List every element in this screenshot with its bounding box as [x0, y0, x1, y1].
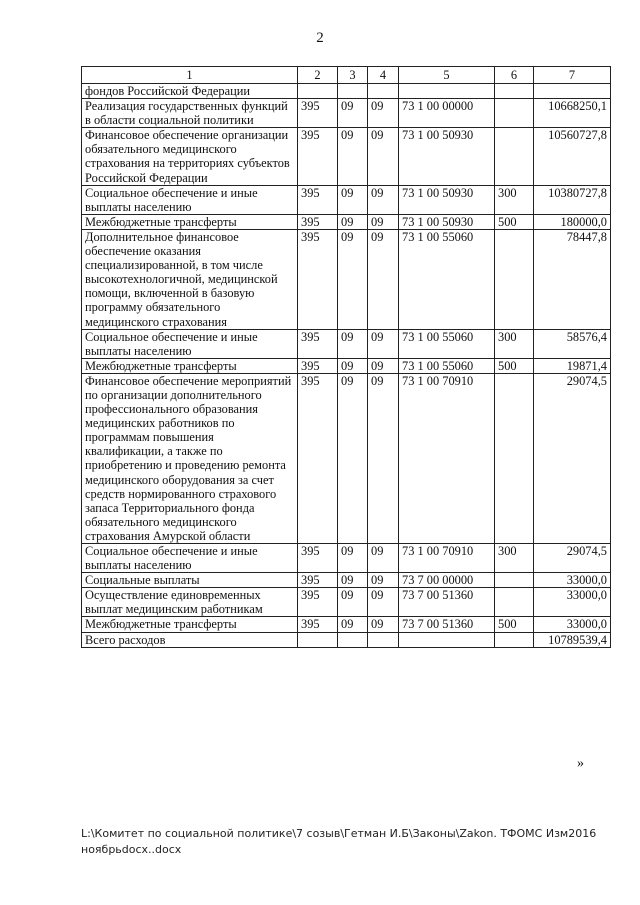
row-expense-type-code: 300 [495, 329, 534, 358]
row-expense-type-code: 300 [495, 185, 534, 214]
row-subsection-code: 09 [368, 128, 399, 185]
row-target-article-code: 73 1 00 70910 [399, 544, 495, 573]
row-subsection-code: 09 [368, 358, 399, 373]
row-target-article-code: 73 1 00 50930 [399, 185, 495, 214]
column-header-2: 2 [298, 67, 338, 84]
row-name: фондов Российской Федерации [82, 84, 298, 99]
row-name: Осуществление единовременных выплат медицинским работникам [82, 588, 298, 617]
row-subsection-code: 09 [368, 373, 399, 543]
row-target-article-code: 73 1 00 50930 [399, 128, 495, 185]
row-expense-type-code [495, 84, 534, 99]
row-section-code: 09 [338, 544, 368, 573]
row-target-article-code: 73 1 00 55060 [399, 329, 495, 358]
row-admin-code: 395 [298, 214, 338, 229]
row-subsection-code: 09 [368, 544, 399, 573]
row-amount: 58576,4 [534, 329, 611, 358]
row-section-code: 09 [338, 617, 368, 632]
row-admin-code: 395 [298, 617, 338, 632]
column-header-6: 6 [495, 67, 534, 84]
row-target-article-code: 73 7 00 00000 [399, 573, 495, 588]
row-name: Социальное обеспечение и иные выплаты населению [82, 185, 298, 214]
table-row [82, 617, 611, 632]
row-subsection-code: 09 [368, 185, 399, 214]
table-row [82, 588, 611, 617]
file-path-line-2: ноябрьdocx..docx [81, 843, 182, 856]
row-target-article-code [399, 84, 495, 99]
row-expense-type-code [495, 373, 534, 543]
row-expense-type-code [495, 632, 534, 647]
row-name: Всего расходов [82, 632, 298, 647]
row-section-code: 09 [338, 214, 368, 229]
row-name: Финансовое обеспечение организации обязательного медицинского страхования на территориях субъектов Российской Федерации [82, 128, 298, 185]
file-path-footer [81, 826, 601, 858]
row-admin-code: 395 [298, 329, 338, 358]
row-subsection-code: 09 [368, 329, 399, 358]
row-section-code: 09 [338, 229, 368, 329]
table-row [82, 573, 611, 588]
row-target-article-code: 73 1 00 50930 [399, 214, 495, 229]
row-name: Межбюджетные трансферты [82, 358, 298, 373]
row-target-article-code: 73 1 00 55060 [399, 229, 495, 329]
row-admin-code: 395 [298, 185, 338, 214]
row-expense-type-code: 500 [495, 214, 534, 229]
row-subsection-code: 09 [368, 573, 399, 588]
row-admin-code [298, 84, 338, 99]
row-expense-type-code [495, 588, 534, 617]
header-row [82, 67, 611, 84]
row-subsection-code [368, 632, 399, 647]
row-admin-code: 395 [298, 99, 338, 128]
row-subsection-code: 09 [368, 99, 399, 128]
row-admin-code: 395 [298, 128, 338, 185]
row-amount: 33000,0 [534, 573, 611, 588]
row-section-code: 09 [338, 573, 368, 588]
row-subsection-code: 09 [368, 214, 399, 229]
row-amount: 29074,5 [534, 373, 611, 543]
row-section-code [338, 84, 368, 99]
table-row [82, 229, 611, 329]
row-name: Социальные выплаты [82, 573, 298, 588]
row-name: Финансовое обеспечение мероприятий по организации дополнительного профессионального образования медицинских работников по программам повышения квалификации, а также по приобретению и проведению ремонта медицинского оборудования за счет средств нормированного страхового запаса Территориального фонда обязательного медицинского страхования Амурской области [82, 373, 298, 543]
table-row [82, 128, 611, 185]
row-expense-type-code: 500 [495, 617, 534, 632]
table-row [82, 329, 611, 358]
row-admin-code [298, 632, 338, 647]
table-row [82, 99, 611, 128]
row-name: Социальное обеспечение и иные выплаты населению [82, 329, 298, 358]
table-row [82, 632, 611, 647]
row-subsection-code [368, 84, 399, 99]
table-row [82, 84, 611, 99]
column-header-1: 1 [82, 67, 298, 84]
row-amount: 10789539,4 [534, 632, 611, 647]
column-header-7: 7 [534, 67, 611, 84]
table-row [82, 185, 611, 214]
row-target-article-code: 73 7 00 51360 [399, 588, 495, 617]
row-section-code: 09 [338, 373, 368, 543]
row-target-article-code: 73 7 00 51360 [399, 617, 495, 632]
row-target-article-code: 73 1 00 00000 [399, 99, 495, 128]
table-body [82, 84, 611, 648]
row-amount: 29074,5 [534, 544, 611, 573]
row-section-code: 09 [338, 99, 368, 128]
row-amount: 10668250,1 [534, 99, 611, 128]
row-section-code: 09 [338, 128, 368, 185]
row-expense-type-code: 500 [495, 358, 534, 373]
row-target-article-code: 73 1 00 70910 [399, 373, 495, 543]
row-expense-type-code [495, 128, 534, 185]
row-subsection-code: 09 [368, 588, 399, 617]
row-admin-code: 395 [298, 229, 338, 329]
row-admin-code: 395 [298, 573, 338, 588]
column-header-5: 5 [399, 67, 495, 84]
table-row [82, 373, 611, 543]
row-admin-code: 395 [298, 588, 338, 617]
column-header-4: 4 [368, 67, 399, 84]
expenditure-table [81, 66, 611, 648]
row-admin-code: 395 [298, 358, 338, 373]
row-amount [534, 84, 611, 99]
row-section-code [338, 632, 368, 647]
row-expense-type-code [495, 573, 534, 588]
row-name: Дополнительное финансовое обеспечение оказания специализированной, в том числе высокотехнологичной, медицинской помощи, включенной в базовую программу обязательного медицинского страхования [82, 229, 298, 329]
row-section-code: 09 [338, 358, 368, 373]
row-subsection-code: 09 [368, 617, 399, 632]
row-amount: 78447,8 [534, 229, 611, 329]
row-name: Реализация государственных функций в области социальной политики [82, 99, 298, 128]
row-name: Межбюджетные трансферты [82, 214, 298, 229]
row-expense-type-code [495, 229, 534, 329]
row-section-code: 09 [338, 588, 368, 617]
row-amount: 33000,0 [534, 617, 611, 632]
row-admin-code: 395 [298, 373, 338, 543]
row-section-code: 09 [338, 185, 368, 214]
row-amount: 19871,4 [534, 358, 611, 373]
row-target-article-code [399, 632, 495, 647]
row-expense-type-code: 300 [495, 544, 534, 573]
table-row [82, 214, 611, 229]
column-header-3: 3 [338, 67, 368, 84]
row-section-code: 09 [338, 329, 368, 358]
row-amount: 180000,0 [534, 214, 611, 229]
table-row [82, 358, 611, 373]
closing-quote: » [577, 756, 584, 771]
row-expense-type-code [495, 99, 534, 128]
row-target-article-code: 73 1 00 55060 [399, 358, 495, 373]
page-number: 2 [316, 30, 324, 46]
row-amount: 10560727,8 [534, 128, 611, 185]
table-row [82, 544, 611, 573]
row-admin-code: 395 [298, 544, 338, 573]
row-subsection-code: 09 [368, 229, 399, 329]
row-name: Межбюджетные трансферты [82, 617, 298, 632]
row-amount: 10380727,8 [534, 185, 611, 214]
row-amount: 33000,0 [534, 588, 611, 617]
row-name: Социальное обеспечение и иные выплаты населению [82, 544, 298, 573]
file-path-line-1: L:\Комитет по социальной политике\7 созыв\Гетман И.Б\Законы\Zakon. ТФОМС Изм2016 [81, 827, 597, 840]
